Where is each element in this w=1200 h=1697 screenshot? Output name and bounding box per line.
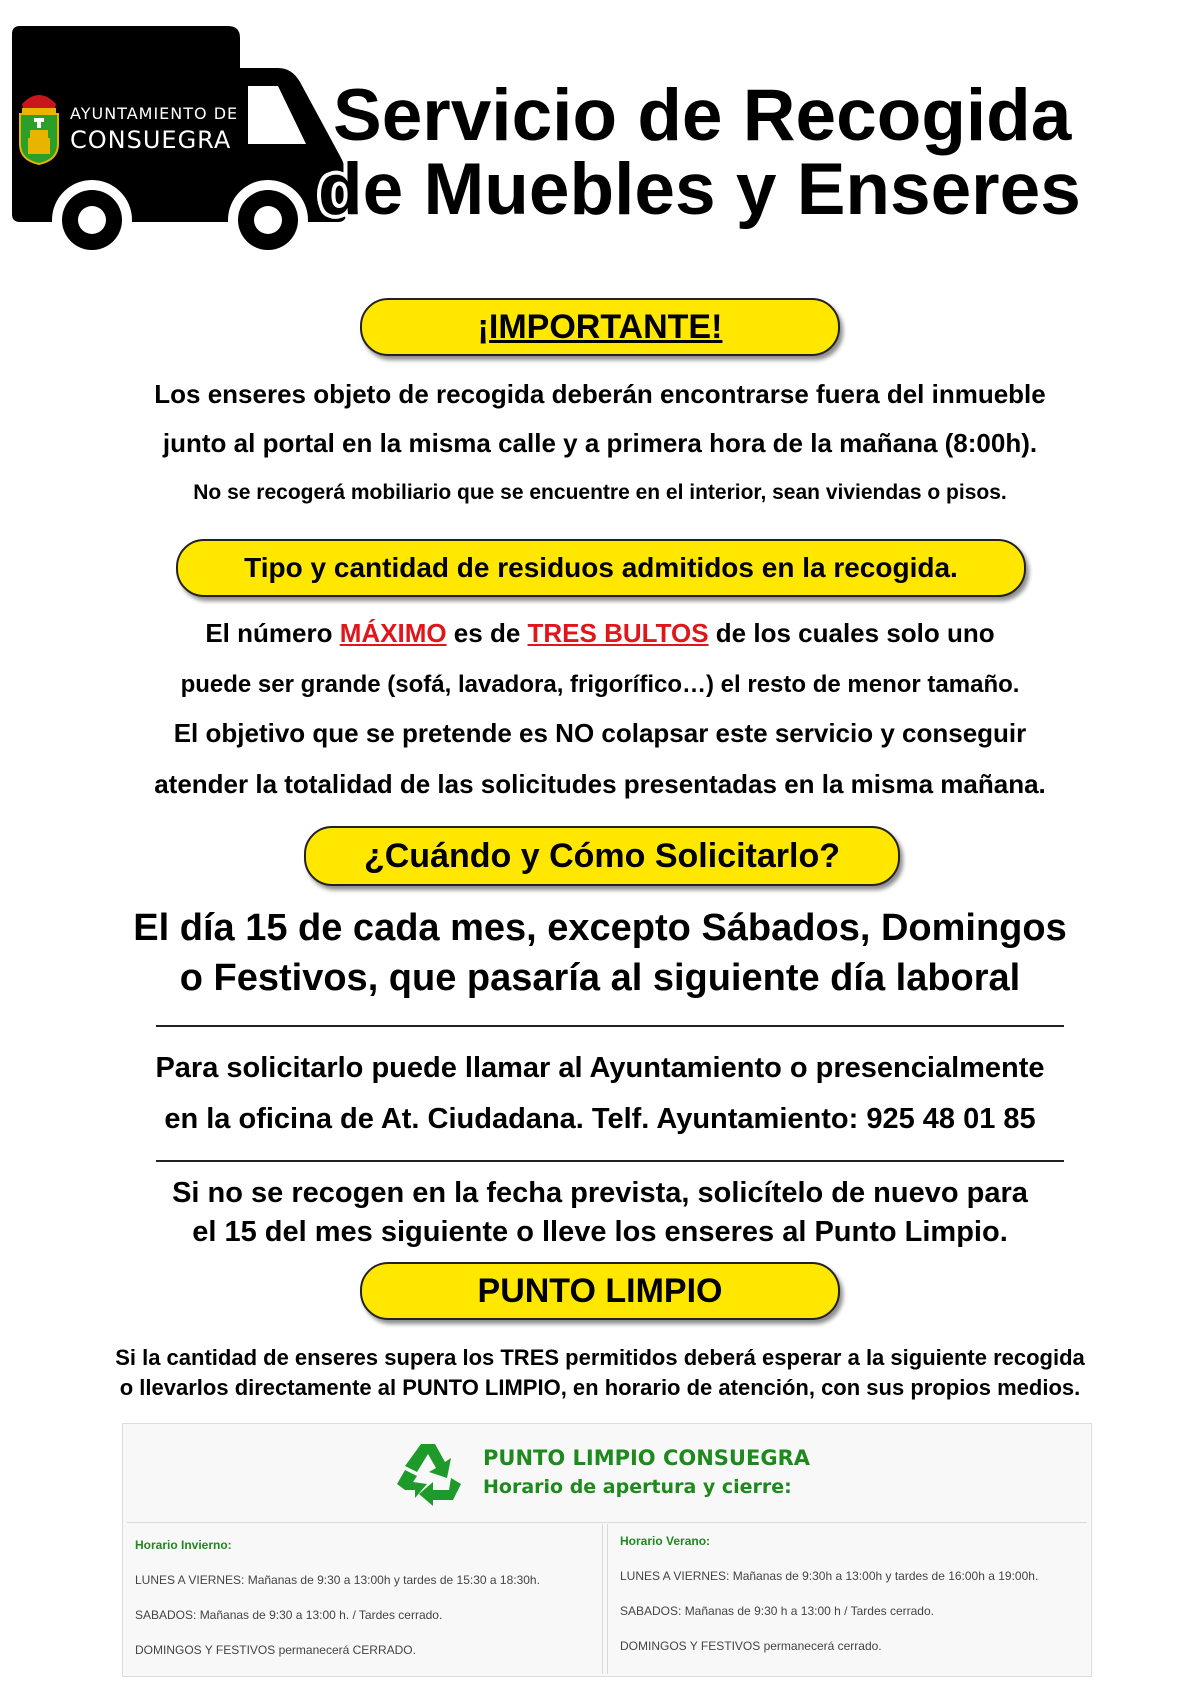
- coat-of-arms-icon: [16, 86, 62, 166]
- tipo-heading-text: Tipo y cantidad de residuos admitidos en la recogida.: [244, 552, 958, 583]
- important-line-1: Los enseres objeto de recogida deberán encontrarse fuera del inmueble: [154, 379, 1046, 409]
- tipo-line-1: [0, 618, 1200, 649]
- cuando-line-5: Si no se recogen en la fecha prevista, solicítelo de nuevo para: [172, 1177, 1028, 1209]
- cuando-heading-text: ¿Cuándo y Cómo Solicitarlo?: [363, 837, 841, 875]
- punto-limpio-heading-text: PUNTO LIMPIO: [477, 1272, 723, 1310]
- cuando-heading: [304, 826, 900, 886]
- horario-verano: [607, 1524, 1087, 1674]
- verano-saturdays: SABADOS: Mañanas de 9:30 h a 13:00 h / Tardes cerrado.: [620, 1604, 934, 1618]
- important-heading: [360, 298, 840, 356]
- punto-line-2: o llevarlos directamente al PUNTO LIMPIO, en horario de atención, con sus propios medios.: [119, 1375, 1081, 1400]
- tipo-line-1-b: es de: [446, 618, 528, 648]
- punto-line-1: Si la cantidad de enseres supera los TRES permitidos deberá esperar a la siguiente recogida: [115, 1345, 1085, 1370]
- invierno-saturdays: SABADOS: Mañanas de 9:30 a 13:00 h. / Tardes cerrado.: [135, 1608, 443, 1622]
- horario-subtitle: Horario de apertura y cierre:: [483, 1476, 792, 1498]
- tipo-line-1-c: de los cuales solo uno: [708, 618, 995, 648]
- cuando-line-6: el 15 del mes siguiente o lleve los enseres al Punto Limpio.: [192, 1216, 1008, 1248]
- invierno-holidays: DOMINGOS Y FESTIVOS permanecerá CERRADO.: [135, 1643, 416, 1657]
- punto-limpio-title: PUNTO LIMPIO CONSUEGRA: [483, 1446, 810, 1470]
- max-highlight: MÁXIMO: [339, 618, 447, 648]
- invierno-heading: Horario Invierno:: [135, 1538, 232, 1552]
- punto-limpio-heading: [360, 1262, 840, 1320]
- logo-line-1: AYUNTAMIENTO DE: [70, 104, 239, 123]
- tipo-line-1-a: El número: [205, 618, 340, 648]
- important-heading-text: ¡IMPORTANTE!: [477, 308, 723, 346]
- verano-weekdays: LUNES A VIERNES: Mañanas de 9:30h a 13:00h y tardes de 16:00h a 19:00h.: [620, 1569, 1039, 1583]
- logo-line-2: CONSUEGRA: [70, 126, 232, 154]
- cuando-line-3: Para solicitarlo puede llamar al Ayuntamiento o presencialmente: [155, 1052, 1045, 1084]
- tipo-line-3: El objetivo que se pretende es NO colapsar este servicio y conseguir: [173, 718, 1027, 748]
- tipo-line-2: puede ser grande (sofá, lavadora, frigorífico…) el resto de menor tamaño.: [180, 671, 1020, 698]
- important-line-3: No se recogerá mobiliario que se encuentre en el interior, sean viviendas o pisos.: [193, 481, 1007, 504]
- horario-invierno: [127, 1524, 603, 1674]
- invierno-weekdays: LUNES A VIERNES: Mañanas de 9:30 a 13:00h y tardes de 15:30 a 18:30h.: [135, 1573, 540, 1587]
- divider-2: [156, 1160, 1064, 1162]
- divider-1: [156, 1025, 1064, 1027]
- cuando-line-1: El día 15 de cada mes, excepto Sábados, Domingos: [133, 907, 1067, 949]
- important-line-2: junto al portal en la misma calle y a primera hora de la mañana (8:00h).: [162, 428, 1038, 458]
- verano-holidays: DOMINGOS Y FESTIVOS permanecerá cerrado.: [620, 1639, 882, 1653]
- tipo-line-4: atender la totalidad de las solicitudes presentadas en la misma mañana.: [154, 769, 1046, 799]
- horario-panel: [122, 1423, 1092, 1677]
- tipo-heading: [176, 539, 1026, 597]
- verano-heading: Horario Verano:: [620, 1534, 711, 1548]
- recycle-icon: [391, 1440, 465, 1512]
- page-title-line-1: Servicio de Recogida: [333, 75, 1072, 156]
- page-title-line-2: de Muebles y Enseres: [318, 149, 1081, 230]
- cuando-line-4: en la oficina de At. Ciudadana. Telf. Ayuntamiento: 925 48 01 85: [164, 1103, 1036, 1135]
- cuando-line-2: o Festivos, que pasaría al siguiente día laboral: [179, 957, 1021, 999]
- panel-divider: [127, 1522, 1087, 1523]
- tres-bultos-highlight: TRES BULTOS: [527, 618, 709, 648]
